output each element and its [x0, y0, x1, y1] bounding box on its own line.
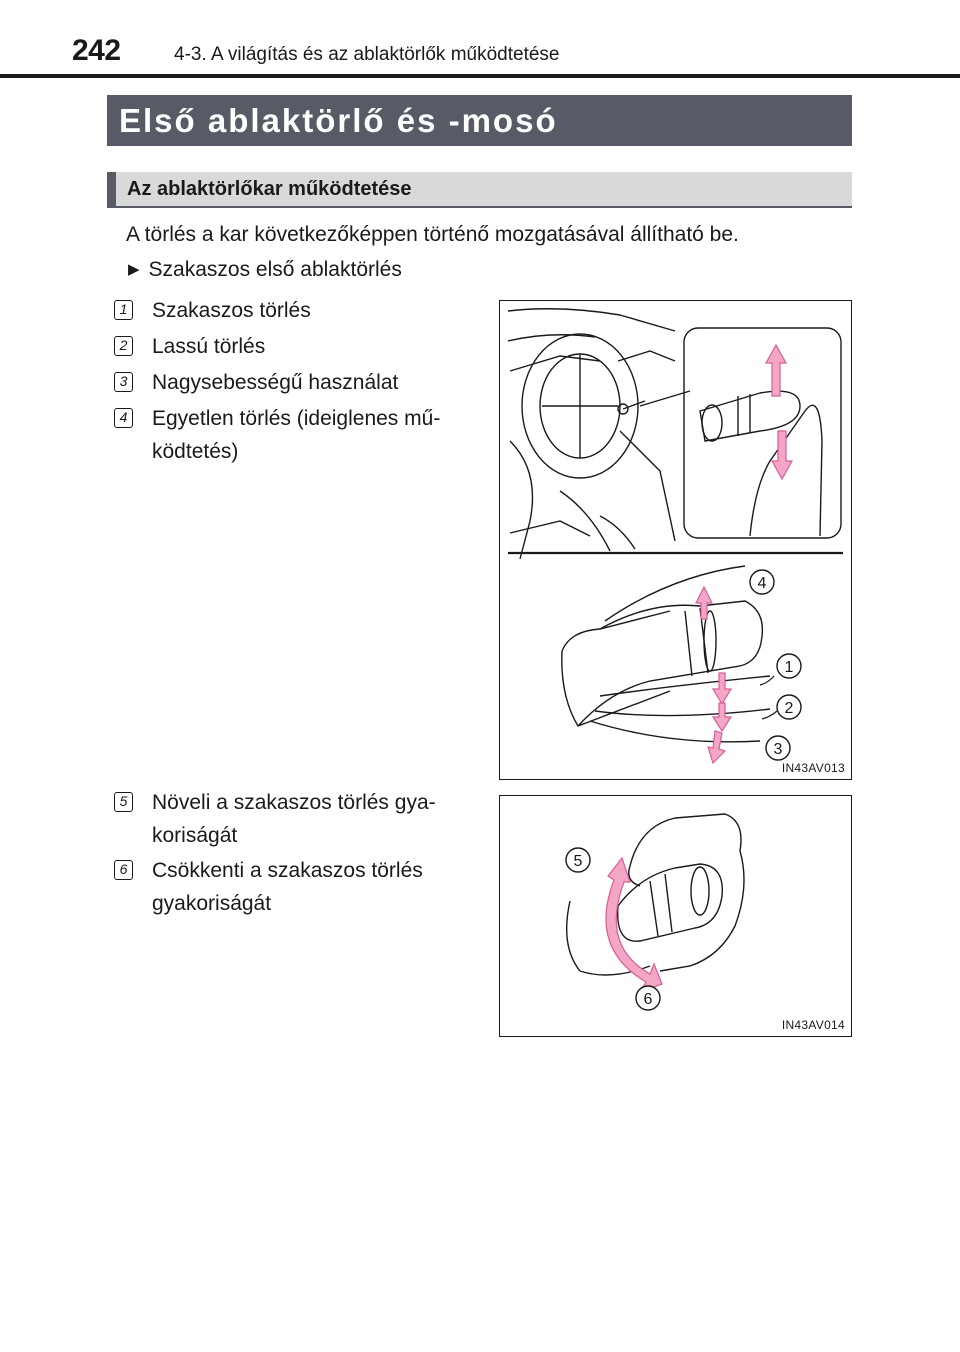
subsection-title: Az ablaktörlőkar működtetése: [127, 178, 412, 200]
item-number: 4: [114, 408, 133, 428]
callout-6: 6: [643, 991, 653, 1008]
callout-4: 4: [757, 575, 767, 592]
callout-1: 1: [784, 659, 794, 676]
callout-5: 5: [573, 853, 583, 870]
wiper-ring-figure: [499, 795, 852, 1037]
section-title: Első ablaktörlő és -mosó: [107, 95, 852, 146]
list-item: [114, 366, 478, 399]
item-text: Szakaszos törlés: [152, 299, 311, 322]
item-number: 2: [114, 336, 133, 356]
list-item: [114, 402, 478, 468]
subsection-heading: [107, 172, 852, 208]
list-item: [114, 854, 478, 920]
figure-code: IN43AV013: [781, 761, 845, 775]
wiper-lever-illustration: [500, 301, 851, 779]
item-number: 5: [114, 792, 133, 812]
list-item: [114, 786, 478, 852]
item-number: 3: [114, 372, 133, 392]
wiper-lever-figure: [499, 300, 852, 780]
bullet-line: [128, 258, 402, 282]
bullet-text: Szakaszos első ablaktörlés: [148, 258, 402, 281]
page-number: 242: [72, 34, 121, 67]
triangle-bullet-icon: ▶: [128, 261, 140, 278]
item-number: 1: [114, 300, 133, 320]
item-number: 6: [114, 860, 133, 880]
list-item: [114, 330, 478, 363]
callout-3: 3: [773, 741, 783, 758]
intro-text: A törlés a kar következőképpen történő mozgatásával állítható be.: [126, 223, 739, 246]
item-text: Lassú törlés: [152, 335, 266, 358]
chapter-title: 4-3. A világítás és az ablaktörlők működtetése: [174, 44, 560, 65]
item-text: Egyetlen törlés (ideiglenes mű- ködtetés): [152, 407, 441, 463]
figure-code: IN43AV014: [781, 1018, 845, 1032]
list-item: [114, 294, 478, 327]
item-text: Nagysebességű használat: [152, 371, 399, 394]
subsection-bar: [107, 172, 116, 206]
header-rule: [0, 74, 960, 78]
wiper-ring-illustration: [500, 796, 851, 1036]
item-text: Csökkenti a szakaszos törlés gyakoriságát: [152, 859, 423, 915]
item-text: Növeli a szakaszos törlés gya- koriságát: [152, 791, 436, 847]
callout-2: 2: [784, 700, 794, 717]
